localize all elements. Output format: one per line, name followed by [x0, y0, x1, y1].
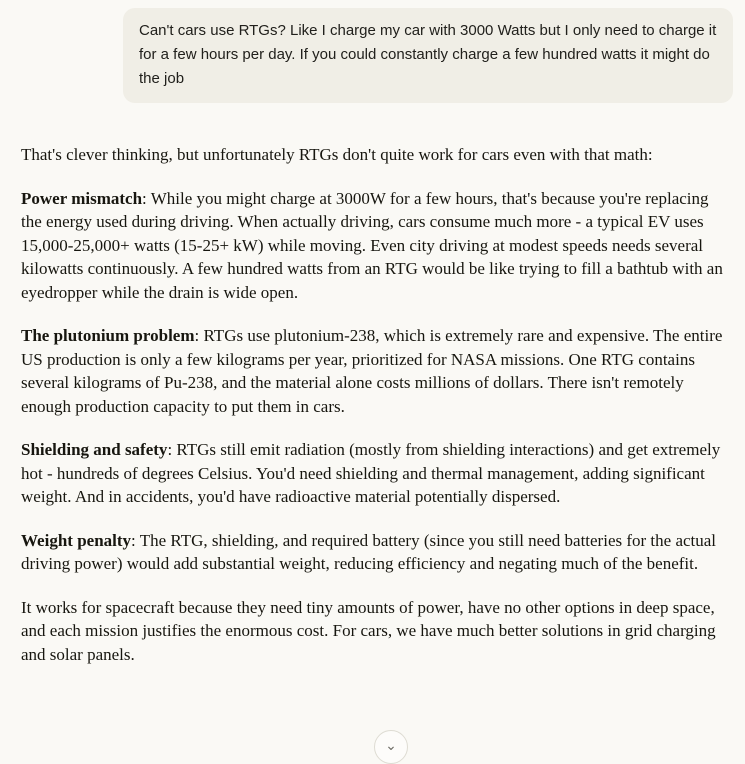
paragraph-lead: Power mismatch — [21, 188, 143, 208]
assistant-paragraph-power-mismatch — [21, 187, 723, 305]
chevron-down-icon: ⌄ — [385, 737, 397, 753]
assistant-paragraph-weight-penalty — [21, 529, 723, 576]
user-message-bubble — [123, 8, 733, 103]
scroll-to-bottom-button[interactable] — [374, 730, 408, 764]
assistant-paragraph-intro — [21, 143, 723, 167]
paragraph-text: : RTGs still emit radiation (mostly from shielding interactions) and get extremely hot - hundreds of degrees Celsius. You'd need shielding and thermal management, adding significant weight. And in accidents, you'd have radioactive material potentially dispersed. — [21, 440, 721, 506]
assistant-paragraph-shielding-safety — [21, 438, 723, 509]
paragraph-lead: The plutonium problem — [21, 326, 195, 345]
paragraph-text: : While you might charge at 3000W for a few hours, that's because you're replacing the energy used during driving. When actually driving, cars consume much more - a typical EV uses 15,000-25,000+ watts (15-25+ kW) while moving. Even city driving at modest speeds needs several kilowatts continuously. A few hundred watts from an RTG would be like trying to fill a bathtub with an eyedropper while the drain is wide open. — [21, 188, 723, 302]
paragraph-text: : The RTG, shielding, and required battery (since you still need batteries for the actual driving power) would add substantial weight, reducing efficiency and negating much of the benefit. — [21, 530, 717, 573]
assistant-paragraph-plutonium-problem — [21, 324, 723, 418]
paragraph-lead: Shielding and safety — [21, 440, 168, 459]
paragraph-text: That's clever thinking, but unfortunately RTGs don't quite work for cars even with that math: — [21, 145, 653, 164]
paragraph-text: : RTGs use plutonium-238, which is extremely rare and expensive. The entire US production is only a few kilograms per year, prioritized for NASA missions. One RTG contains several kilograms of Pu-238, and the material alone costs millions of dollars. There isn't remotely enough production capacity to put them in cars. — [21, 326, 723, 416]
user-message-text: Can't cars use RTGs? Like I charge my car with 3000 Watts but I only need to charge it for a few hours per day. If you could constantly charge a few hundred watts it might do the job — [139, 22, 717, 87]
assistant-paragraph-conclusion — [21, 596, 723, 667]
user-message-row — [0, 0, 745, 103]
assistant-message — [21, 143, 723, 666]
paragraph-lead: Weight penalty — [21, 530, 132, 550]
paragraph-text: It works for spacecraft because they need tiny amounts of power, have no other options in deep space, and each mission justifies the enormous cost. For cars, we have much better solutions in grid charging and solar panels. — [21, 597, 716, 664]
